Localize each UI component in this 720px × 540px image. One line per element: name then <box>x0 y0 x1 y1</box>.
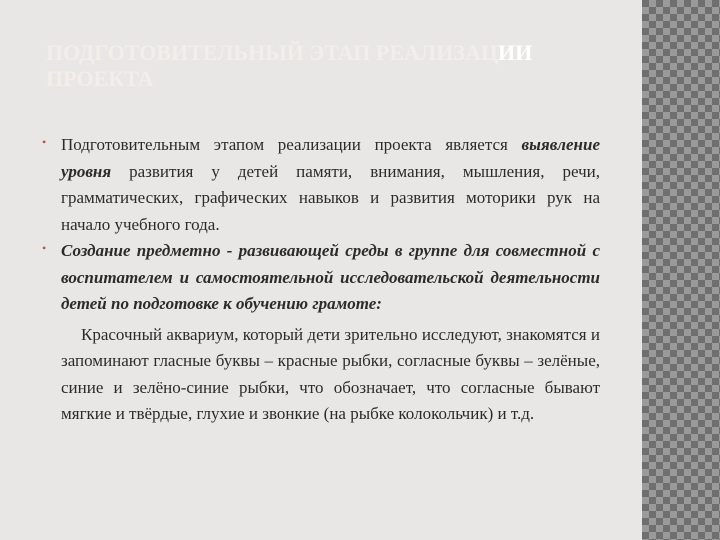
bullet-icon: • <box>42 135 47 149</box>
bullet-item-2 <box>42 238 600 318</box>
bullet-1-text-after: развития у детей памяти, внимания, мышления, речи, грамматических, графических навыков и развития моторики рук на начало учебного года. <box>61 161 600 234</box>
bullet-1-text-before: Подготовительным этапом реализации проекта является <box>61 135 522 154</box>
title-line2: ПРОЕКТА <box>46 66 154 91</box>
bullet-icon: • <box>42 241 47 255</box>
bullet-1-emphasis: выявление уровня <box>61 135 600 181</box>
decorative-pattern-panel <box>642 0 720 540</box>
slide-content <box>42 132 600 428</box>
bullet-item-1 <box>42 132 600 238</box>
slide-title <box>46 40 686 92</box>
body-paragraph: Красочный аквариум, который дети зрительно исследуют, знакомятся и запоминают гласные буквы – красные рыбки, согласные буквы – зелёные, синие и зелёно-синие рыбки, что обозначает, что согласные бывают мягкие и твёрдые, глухие и звонкие (на рыбке колокольчик) и т.д. <box>61 324 600 423</box>
title-line1-tail: ИИ <box>498 40 533 65</box>
bullet-2-emphasis: Создание предметно - развивающей среды в группе для совместной с воспитателем и самостоятельной исследовательской деятельности детей по подготовке к обучению грамоте: <box>61 241 600 313</box>
title-line1-main: ПОДГОТОВИТЕЛЬНЫЙ ЭТАП РЕАЛИЗАЦ <box>46 40 498 65</box>
